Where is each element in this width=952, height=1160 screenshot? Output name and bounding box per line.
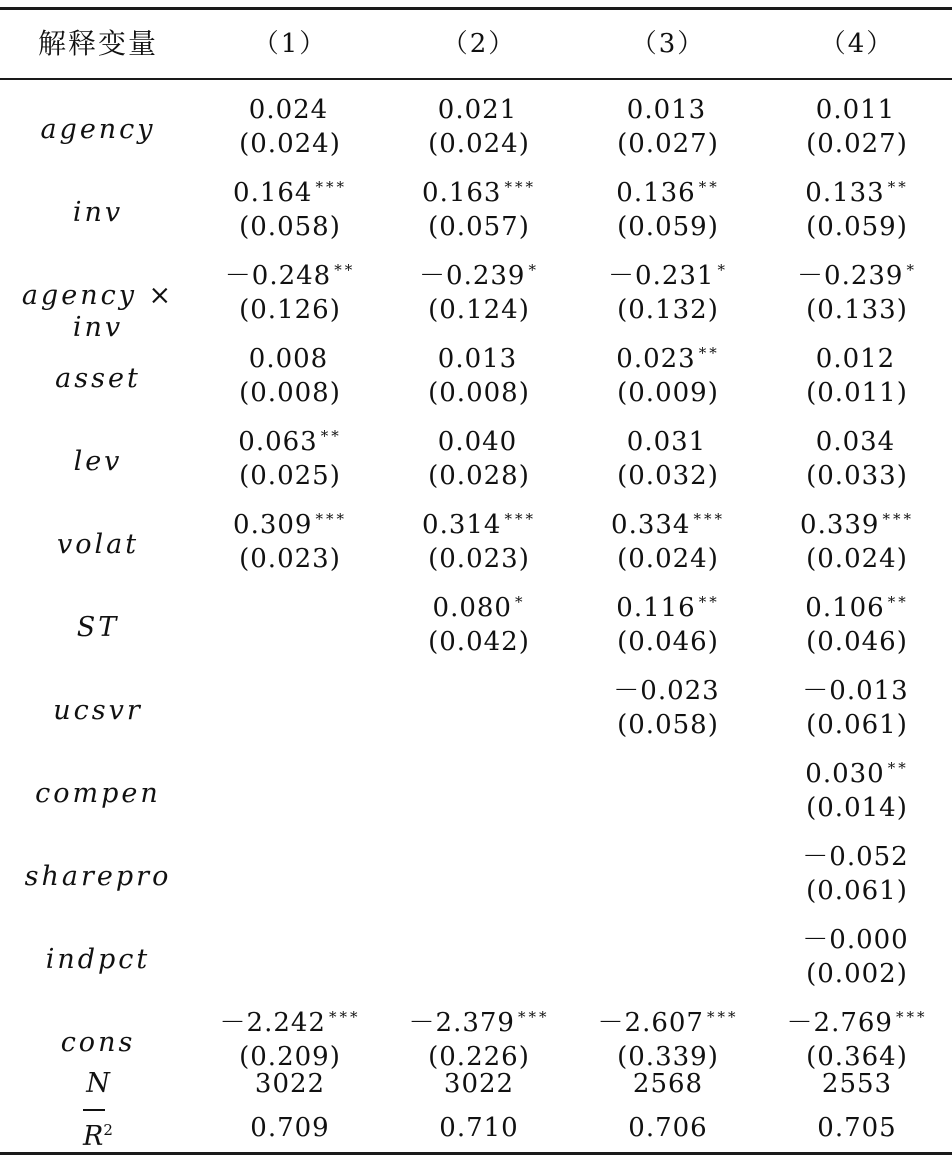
header-col-4: （4）: [819, 29, 895, 59]
n-label: N: [86, 1068, 110, 1099]
coefficient-cell: [384, 752, 574, 790]
r2-value: 0.706: [628, 1113, 708, 1143]
standard-error-cell: (0.025): [239, 461, 341, 491]
coefficient-cell: [384, 669, 574, 707]
coefficient-value: －0.000: [802, 925, 909, 955]
standard-error-cell: (0.008): [239, 378, 341, 408]
coefficient-cell: [384, 835, 574, 873]
n-value: 2553: [821, 1069, 893, 1099]
variable-name: asset: [55, 363, 141, 394]
coefficient-value: －0.231: [608, 261, 715, 291]
coefficient-cell: [762, 88, 952, 126]
coefficient-value: 0.164: [233, 178, 313, 208]
standard-error-cell: (0.057): [428, 212, 530, 242]
standard-error-cell: (0.058): [239, 212, 341, 242]
standard-error-cell: (0.032): [617, 461, 719, 491]
standard-error-cell: (0.364): [806, 1042, 908, 1072]
header-row: [0, 10, 952, 78]
standard-error-cell: (0.024): [428, 129, 530, 159]
coefficient-cell: [196, 420, 384, 458]
standard-error-cell: (0.002): [806, 959, 908, 989]
coefficient-cell: [196, 586, 384, 624]
variable-name: volat: [56, 529, 140, 560]
standard-error-cell: (0.024): [617, 544, 719, 574]
coefficient-value: －0.239: [797, 261, 904, 291]
variable-row: [0, 171, 952, 254]
coefficient-value: 0.063: [238, 427, 318, 457]
variable-name: inv: [72, 197, 124, 228]
significance-stars: **: [887, 178, 909, 196]
variable-row: [0, 752, 952, 835]
r2-letter: R: [83, 1121, 104, 1152]
coefficient-cell: [196, 337, 384, 375]
coefficient-cell: [574, 918, 762, 956]
coefficient-value: 0.034: [815, 427, 896, 457]
coefficient-value: －0.248: [224, 261, 332, 291]
coefficient-cell: [196, 835, 384, 873]
r2-value: 0.710: [439, 1113, 519, 1143]
n-value: 2568: [632, 1069, 704, 1099]
coefficient-cell: [762, 254, 952, 292]
coefficient-value: 0.013: [626, 95, 707, 125]
coefficient-value: 0.106: [805, 593, 885, 623]
coefficient-value: －0.052: [802, 842, 909, 872]
coefficient-value: －2.607: [597, 1008, 704, 1038]
coefficient-value: 0.334: [611, 510, 691, 540]
r2-superscript: 2: [103, 1121, 113, 1139]
coefficient-value: 0.011: [815, 95, 896, 125]
variable-name: indpct: [45, 944, 151, 975]
variable-name: compen: [35, 778, 161, 809]
significance-stars: ***: [328, 1008, 361, 1026]
footer-row-n: [0, 1068, 952, 1110]
coefficient-value: 0.314: [422, 510, 502, 540]
significance-stars: **: [698, 178, 720, 196]
coefficient-cell: [196, 918, 384, 956]
coefficient-cell: [574, 420, 762, 458]
standard-error-cell: (0.059): [806, 212, 908, 242]
header-col-3: （3）: [630, 29, 706, 59]
significance-stars: ***: [693, 510, 725, 528]
variable-name: agency × inv: [21, 280, 175, 343]
coefficient-value: －0.239: [419, 261, 526, 291]
coefficient-cell: [384, 337, 574, 375]
significance-stars: *: [717, 261, 728, 279]
variable-row: [0, 918, 952, 1001]
coefficient-value: 0.116: [616, 593, 696, 623]
significance-stars: ***: [315, 510, 347, 528]
n-value: 3022: [443, 1069, 515, 1099]
standard-error-cell: (0.059): [617, 212, 719, 242]
standard-error-cell: (0.209): [239, 1042, 341, 1072]
coefficient-cell: [196, 254, 384, 292]
standard-error-cell: (0.011): [806, 378, 908, 408]
coefficient-cell: [384, 1001, 574, 1039]
coefficient-cell: [384, 918, 574, 956]
standard-error-cell: (0.226): [428, 1042, 530, 1072]
coefficient-value: －2.379: [408, 1008, 515, 1038]
significance-stars: **: [320, 427, 342, 445]
coefficient-value: 0.309: [233, 510, 313, 540]
coefficient-cell: [762, 752, 952, 790]
standard-error-cell: (0.014): [806, 793, 908, 823]
coefficient-cell: [762, 918, 952, 956]
variable-row: [0, 420, 952, 503]
coefficient-cell: [384, 171, 574, 209]
coefficient-cell: [574, 586, 762, 624]
significance-stars: *: [906, 261, 917, 279]
coefficient-value: 0.021: [437, 95, 518, 125]
standard-error-cell: (0.133): [806, 295, 908, 325]
coefficient-value: 0.024: [248, 95, 329, 125]
standard-error-cell: (0.024): [806, 544, 908, 574]
coefficient-cell: [574, 1001, 762, 1039]
coefficient-value: －0.023: [613, 676, 720, 706]
standard-error-cell: (0.339): [617, 1042, 719, 1072]
standard-error-cell: (0.042): [428, 627, 530, 657]
n-value: 3022: [254, 1069, 326, 1099]
coefficient-value: 0.031: [626, 427, 707, 457]
header-rule: [0, 78, 952, 80]
coefficient-cell: [762, 420, 952, 458]
variable-row: [0, 88, 952, 171]
coefficient-cell: [762, 337, 952, 375]
coefficient-value: 0.163: [422, 178, 502, 208]
r2-value: 0.709: [250, 1113, 330, 1143]
coefficient-cell: [762, 503, 952, 541]
coefficient-cell: [574, 171, 762, 209]
variable-name: cons: [60, 1027, 136, 1058]
r2-value: 0.705: [817, 1113, 897, 1143]
significance-stars: ***: [895, 1008, 928, 1026]
bottom-rule: [0, 1152, 952, 1155]
coefficient-value: 0.023: [616, 344, 696, 374]
standard-error-cell: (0.023): [239, 544, 341, 574]
coefficient-cell: [384, 88, 574, 126]
coefficient-value: 0.133: [805, 178, 885, 208]
coefficient-cell: [762, 1001, 952, 1039]
coefficient-cell: [384, 586, 574, 624]
coefficient-cell: [196, 1001, 384, 1039]
coefficient-value: 0.008: [248, 344, 329, 374]
variable-row: [0, 586, 952, 669]
coefficient-cell: [762, 586, 952, 624]
variable-name: sharepro: [24, 861, 172, 892]
header-col-2: （2）: [441, 29, 517, 59]
coefficient-value: －2.769: [786, 1008, 893, 1038]
significance-stars: **: [887, 593, 909, 611]
variable-name: agency: [40, 114, 156, 145]
coefficient-cell: [196, 171, 384, 209]
r2-label: [0, 1112, 196, 1153]
significance-stars: ***: [504, 510, 536, 528]
coefficient-cell: [196, 669, 384, 707]
significance-stars: ***: [504, 178, 536, 196]
significance-stars: *: [514, 593, 526, 611]
coefficient-value: 0.136: [616, 178, 696, 208]
coefficient-cell: [574, 337, 762, 375]
standard-error-cell: (0.061): [806, 876, 908, 906]
coefficient-cell: [762, 835, 952, 873]
header-variable-label: 解释变量: [37, 27, 158, 60]
significance-stars: ***: [882, 510, 914, 528]
significance-stars: ***: [706, 1008, 739, 1026]
standard-error-cell: (0.132): [617, 295, 719, 325]
coefficient-cell: [762, 669, 952, 707]
coefficient-cell: [384, 420, 574, 458]
variable-name: ucsvr: [53, 695, 143, 726]
coefficient-cell: [574, 254, 762, 292]
coefficient-value: 0.012: [815, 344, 896, 374]
standard-error-cell: (0.009): [617, 378, 719, 408]
coefficient-value: 0.013: [437, 344, 518, 374]
variable-name: lev: [73, 446, 123, 477]
footer-row-r2: [0, 1112, 952, 1154]
standard-error-cell: (0.024): [239, 129, 341, 159]
coefficient-value: 0.030: [805, 759, 885, 789]
coefficient-cell: [384, 254, 574, 292]
significance-stars: **: [887, 759, 909, 777]
standard-error-cell: (0.027): [617, 129, 719, 159]
significance-stars: ***: [315, 178, 347, 196]
coefficient-cell: [196, 503, 384, 541]
variable-row: [0, 835, 952, 918]
coefficient-cell: [574, 835, 762, 873]
variable-row: [0, 337, 952, 420]
coefficient-cell: [574, 88, 762, 126]
coefficient-cell: [196, 88, 384, 126]
standard-error-cell: (0.124): [428, 295, 530, 325]
standard-error-cell: (0.027): [806, 129, 908, 159]
standard-error-cell: (0.046): [617, 627, 719, 657]
coefficient-value: －2.242: [219, 1008, 326, 1038]
coefficient-cell: [574, 752, 762, 790]
coefficient-value: 0.040: [437, 427, 518, 457]
variable-row: [0, 254, 952, 343]
significance-stars: ***: [517, 1008, 550, 1026]
variable-row: [0, 669, 952, 752]
coefficient-value: 0.339: [800, 510, 880, 540]
significance-stars: **: [334, 261, 356, 279]
significance-stars: **: [698, 593, 720, 611]
coefficient-cell: [762, 171, 952, 209]
standard-error-cell: (0.058): [617, 710, 719, 740]
coefficient-cell: [574, 669, 762, 707]
standard-error-cell: (0.033): [806, 461, 908, 491]
coefficient-cell: [384, 503, 574, 541]
header-col-1: （1）: [252, 29, 328, 59]
coefficient-cell: [574, 503, 762, 541]
variable-name: ST: [76, 612, 120, 643]
standard-error-cell: (0.008): [428, 378, 530, 408]
coefficient-value: －0.013: [802, 676, 909, 706]
standard-error-cell: (0.046): [806, 627, 908, 657]
coefficient-value: 0.080: [432, 593, 512, 623]
standard-error-cell: (0.023): [428, 544, 530, 574]
standard-error-cell: (0.126): [239, 295, 341, 325]
standard-error-cell: (0.028): [428, 461, 530, 491]
variable-row: [0, 503, 952, 586]
significance-stars: **: [698, 344, 720, 362]
significance-stars: *: [528, 261, 539, 279]
coefficient-cell: [196, 752, 384, 790]
standard-error-cell: (0.061): [806, 710, 908, 740]
